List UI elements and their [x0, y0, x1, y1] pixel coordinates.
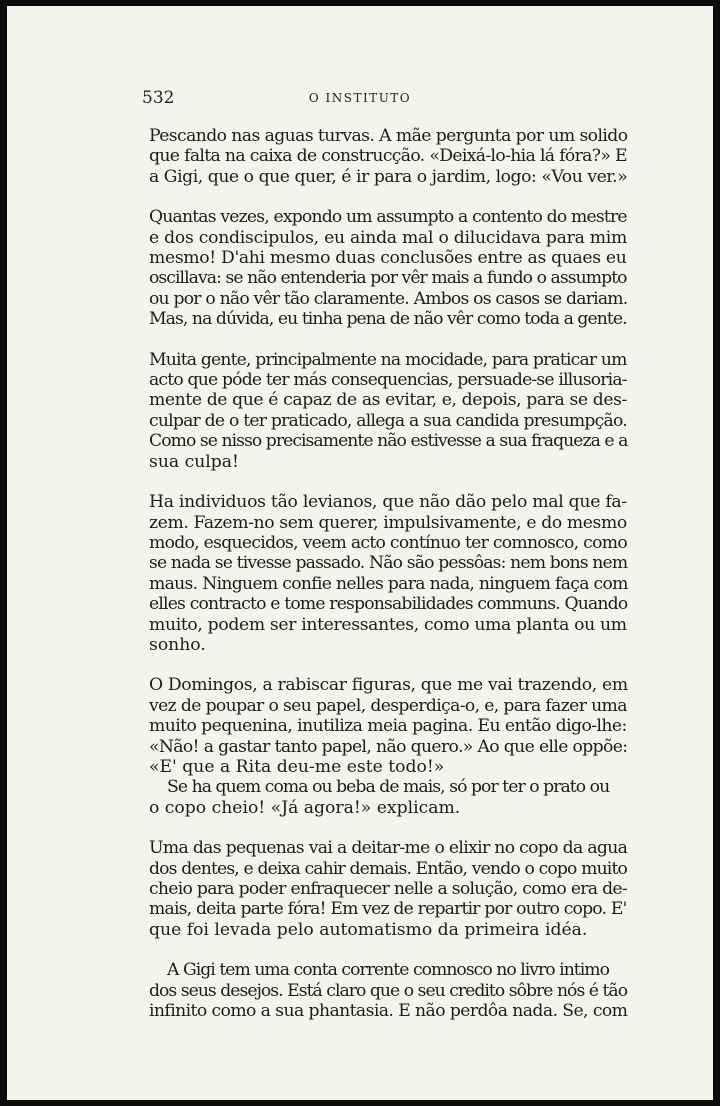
- text-line: acto que póde ter más consequencias, persuade-se illusoria-: [149, 370, 627, 391]
- text-line: «E' que a Rita deu-me este todo!»: [149, 756, 445, 777]
- text-line: sua culpa!: [149, 451, 239, 472]
- text-line: zem. Fazem-no sem querer, impulsivamente, e do mesmo: [149, 512, 627, 533]
- text-line: que falta na caixa de construcção. «Deixá-lo-hia lá fóra?» E: [149, 146, 627, 167]
- text-line: muito, podem ser interessantes, como uma planta ou um: [149, 614, 627, 635]
- text-line: culpar de o ter praticado, allega a sua candida presumpção.: [149, 410, 627, 431]
- paragraph: [149, 777, 627, 818]
- paragraph: [149, 492, 627, 655]
- text-line: infinito como a sua phantasia. E não perdôa nada. Se, com: [149, 1001, 628, 1022]
- body-text: [149, 126, 627, 1041]
- text-line: elles contracto e tome responsabilidades communs. Quando: [149, 594, 628, 615]
- paragraph: [149, 207, 627, 329]
- text-line: muito pequenina, inutiliza meia pagina. Eu então digo-lhe:: [149, 716, 627, 737]
- text-line: cheio para poder enfraquecer nelle a solução, como era de-: [149, 879, 627, 899]
- text-line: mais, deita parte fóra! Em vez de repartir por outro copo. E': [149, 899, 627, 920]
- paragraph: [149, 838, 627, 940]
- text-line: Quantas vezes, expondo um assumpto a contento do mestre: [149, 207, 627, 228]
- text-line: que foi levada pelo automatismo da primeira idéa.: [149, 919, 588, 940]
- running-head: O INSTITUTO: [308, 91, 412, 105]
- text-line: Ha individuos tão levianos, que não dão pelo mal que fa-: [149, 492, 627, 513]
- text-line: A Gigi tem uma conta corrente comnosco no livro intimo: [167, 960, 610, 981]
- text-line: modo, esquecidos, veem acto contínuo ter comnosco, como: [149, 532, 627, 553]
- paragraph: [149, 675, 627, 777]
- text-line: «Não! a gastar tanto papel, não quero.» Ao que elle oppõe:: [149, 736, 628, 757]
- text-line: Mas, na dúvida, eu tinha pena de não vêr como toda a gente.: [149, 309, 627, 330]
- text-line: Como se nisso precisamente não estivesse a sua fraqueza e a: [149, 431, 628, 452]
- text-line: ou por o não vêr tão claramente. Ambos os casos se dariam.: [149, 288, 628, 309]
- text-line: Uma das pequenas vai a deitar-me o elixir no copo da agua: [149, 838, 628, 859]
- text-line: dos dentes, e deixa cahir demais. Então, vendo o copo muito: [149, 858, 628, 879]
- text-line: e dos condiscipulos, eu ainda mal o dilucidava para mim: [149, 227, 628, 248]
- text-line: Muita gente, principalmente na mocidade, para praticar um: [149, 349, 627, 370]
- text-line: dos seus desejos. Está claro que o seu credito sôbre nós é tão: [149, 980, 628, 1001]
- text-line: Pescando nas aguas turvas. A mãe pergunta por um solido: [149, 126, 628, 146]
- text-line: mesmo! D'ahi mesmo duas conclusões entre as quaes eu: [149, 248, 627, 269]
- text-line: se nada se tivesse passado. Não são pessôas: nem bons nem: [149, 553, 628, 574]
- text-line: a Gigi, que o que quer, é ir para o jardim, logo: «Vou ver.»: [149, 166, 628, 187]
- paragraph: [149, 350, 627, 472]
- paragraph: [149, 960, 627, 1021]
- book-page: [7, 6, 713, 1100]
- text-line: mente de que é capaz de as evitar, e, depois, para se des-: [149, 390, 627, 411]
- text-line: sonho.: [149, 634, 206, 655]
- text-line: oscillava: se não entenderia por vêr mais a fundo o assumpto: [149, 268, 627, 289]
- paragraph: [149, 126, 627, 187]
- text-line: o copo cheio! «Já agora!» explicam.: [149, 797, 461, 818]
- page-header: [7, 88, 713, 112]
- text-line: O Domingos, a rabiscar figuras, que me vai trazendo, em: [149, 675, 628, 696]
- text-line: Se ha quem coma ou beba de mais, só por ter o prato ou: [167, 777, 610, 798]
- text-line: maus. Ninguem confie nelles para nada, ninguem faça com: [149, 573, 628, 594]
- page-number: 532: [142, 88, 175, 108]
- text-line: vez de poupar o seu papel, desperdiça-o, e, para fazer uma: [149, 695, 627, 716]
